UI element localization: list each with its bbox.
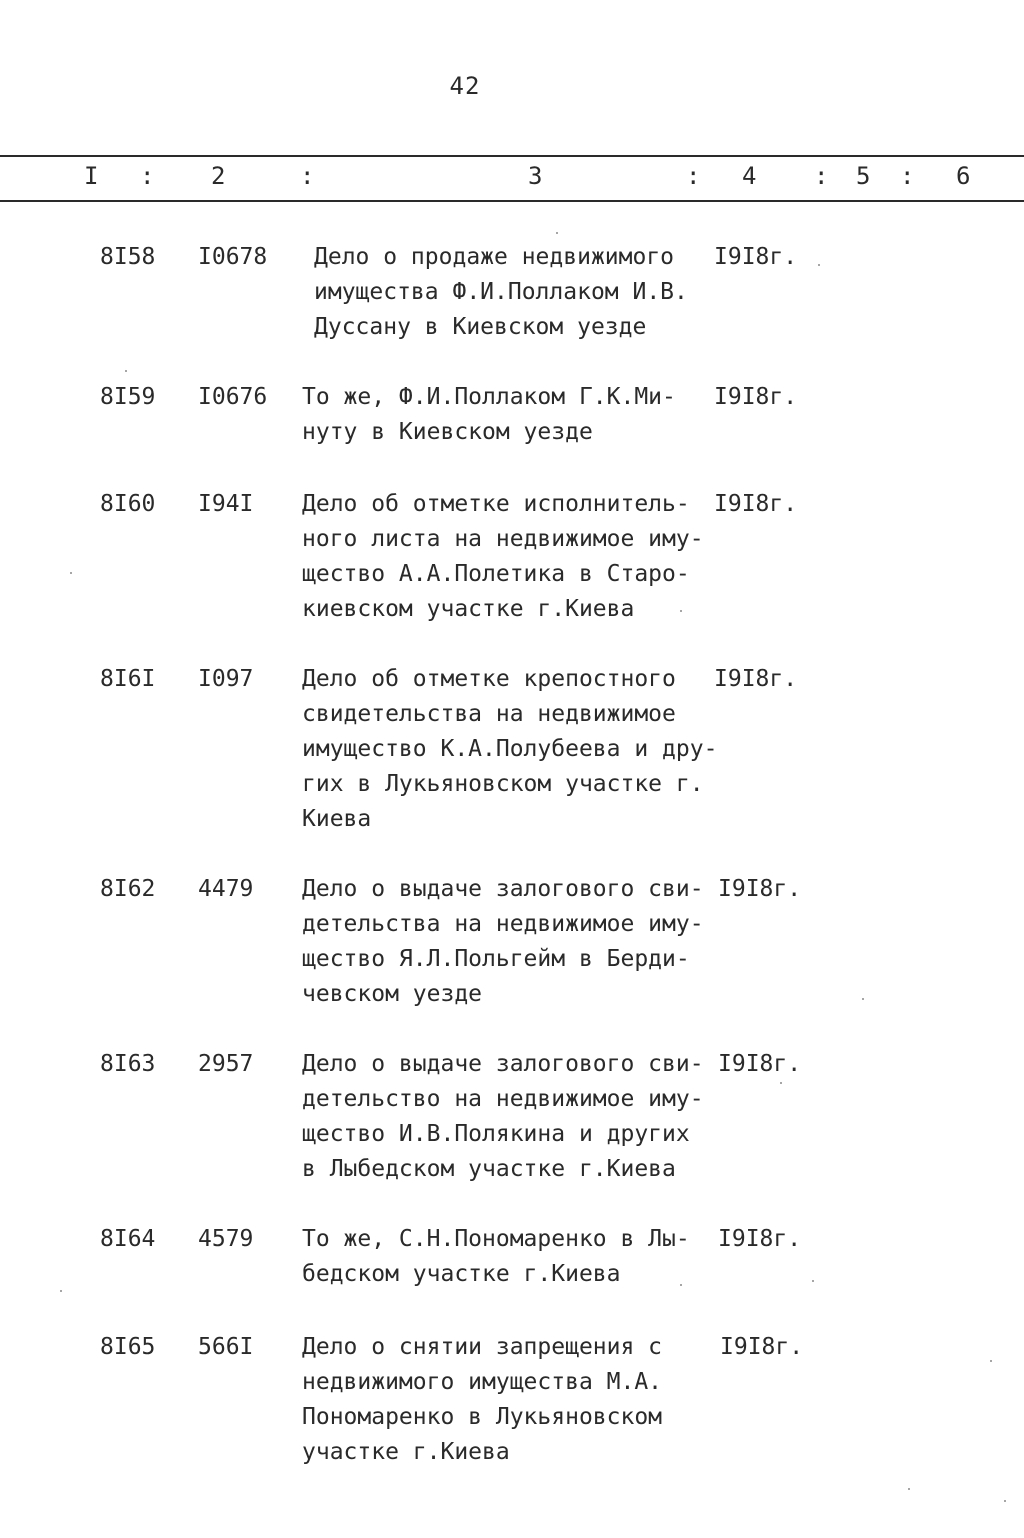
scan-speck (556, 232, 558, 234)
entry-old-number: 4579 (198, 1226, 254, 1252)
entry-date: I9I8г. (720, 1334, 804, 1360)
entry-title (302, 380, 722, 450)
header-separator: : (300, 162, 315, 190)
entry-title-line: детельства на недвижимое иму- (302, 911, 704, 937)
entry-title (302, 487, 722, 627)
scan-speck (818, 264, 820, 266)
entry-old-number: I0676 (198, 384, 268, 410)
entry-title (314, 240, 734, 345)
scan-speck (125, 370, 127, 372)
entry-number: 8I64 (100, 1226, 156, 1252)
entry-number: 8I60 (100, 491, 156, 517)
entry-title (302, 1222, 722, 1292)
entry-title-line: щество И.В.Полякина и других (302, 1121, 690, 1147)
entry-title-line: гих в Лукьяновском участке г. (302, 771, 704, 797)
entry-number: 8I63 (100, 1051, 156, 1077)
entry-title-line: Пономаренко в Лукьяновском (302, 1404, 663, 1430)
entry-number: 8I62 (100, 876, 156, 902)
header-col-2: 2 (211, 162, 226, 190)
entry-title-line: Дело о продаже недвижимого (314, 244, 675, 270)
entry-old-number: 2957 (198, 1051, 254, 1077)
entry-title-line: имущество К.А.Полубеева и дру- (302, 736, 718, 762)
scan-speck (780, 1082, 782, 1084)
entry-title-line: То же, Ф.И.Поллаком Г.К.Ми- (302, 384, 676, 410)
entry-date: I9I8г. (714, 244, 798, 270)
header-separator: : (900, 162, 915, 190)
entry-title-line: Дело об отметке исполнитель- (302, 491, 690, 517)
header-separator: : (814, 162, 829, 190)
entry-title-line: Дело об отметке крепостного (302, 666, 676, 692)
entry-title-line: Дело о снятии запрещения с (302, 1334, 663, 1360)
header-rule-bottom (0, 200, 1024, 202)
header-col-3: 3 (528, 162, 543, 190)
entry-title (302, 662, 722, 837)
scan-speck (1004, 1500, 1006, 1502)
entry-title-line: щество Я.Л.Польгейм в Берди- (302, 946, 690, 972)
entry-title-line: участке г.Киева (302, 1439, 510, 1465)
scan-speck (680, 1284, 682, 1286)
entry-title-line: чевском уезде (302, 981, 483, 1007)
entry-title (302, 1047, 722, 1187)
entry-date: I9I8г. (718, 876, 802, 902)
header-rule-top (0, 155, 1024, 157)
entry-title-line: щество А.А.Полетика в Старо- (302, 561, 690, 587)
header-col-4: 4 (742, 162, 757, 190)
entry-number: 8I6I (100, 666, 156, 692)
entry-old-number: 4479 (198, 876, 254, 902)
header-separator: : (686, 162, 701, 190)
entry-title-line: киевском участке г.Киева (302, 596, 635, 622)
entry-date: I9I8г. (718, 1226, 802, 1252)
entry-title-line: Дело о выдаче залогового сви- (302, 1051, 704, 1077)
entry-date: I9I8г. (718, 1051, 802, 1077)
entry-number: 8I58 (100, 244, 156, 270)
entry-number: 8I65 (100, 1334, 156, 1360)
entry-date: I9I8г. (714, 384, 798, 410)
scan-speck (990, 1360, 992, 1362)
entry-old-number: 566I (198, 1334, 254, 1360)
entry-old-number: I097 (198, 666, 254, 692)
scan-speck (812, 1280, 814, 1282)
entry-title-line: детельство на недвижимое иму- (302, 1086, 704, 1112)
entry-title-line: То же, С.Н.Пономаренко в Лы- (302, 1226, 690, 1252)
entry-title-line: свидетельства на недвижимое (302, 701, 676, 727)
page-number: 42 (449, 72, 481, 100)
entry-title-line: Киева (302, 806, 372, 832)
entry-title-line: Дуссану в Киевском уезде (314, 314, 647, 340)
entry-title-line: нуту в Киевском уезде (302, 419, 593, 445)
entry-number: 8I59 (100, 384, 156, 410)
entry-old-number: I94I (198, 491, 254, 517)
header-col-5: 5 (856, 162, 871, 190)
entry-title-line: недвижимого имущества М.А. (302, 1369, 663, 1395)
scan-speck (60, 1290, 62, 1292)
scan-speck (862, 998, 864, 1000)
entry-date: I9I8г. (714, 666, 798, 692)
entry-title (302, 1330, 722, 1470)
header-separator: : (140, 162, 155, 190)
entry-date: I9I8г. (714, 491, 798, 517)
header-col-1: I (84, 162, 99, 190)
scan-speck (70, 572, 72, 574)
header-col-6: 6 (956, 162, 971, 190)
entry-title-line: имущества Ф.И.Поллаком И.В. (314, 279, 688, 305)
entry-title (302, 872, 722, 1012)
entry-old-number: I0678 (198, 244, 268, 270)
scan-speck (680, 610, 682, 612)
entry-title-line: Дело о выдаче залогового сви- (302, 876, 704, 902)
entry-title-line: в Лыбедском участке г.Киева (302, 1156, 676, 1182)
entry-title-line: ного листа на недвижимое иму- (302, 526, 704, 552)
entry-title-line: бедском участке г.Киева (302, 1261, 621, 1287)
scan-speck (908, 1488, 910, 1490)
